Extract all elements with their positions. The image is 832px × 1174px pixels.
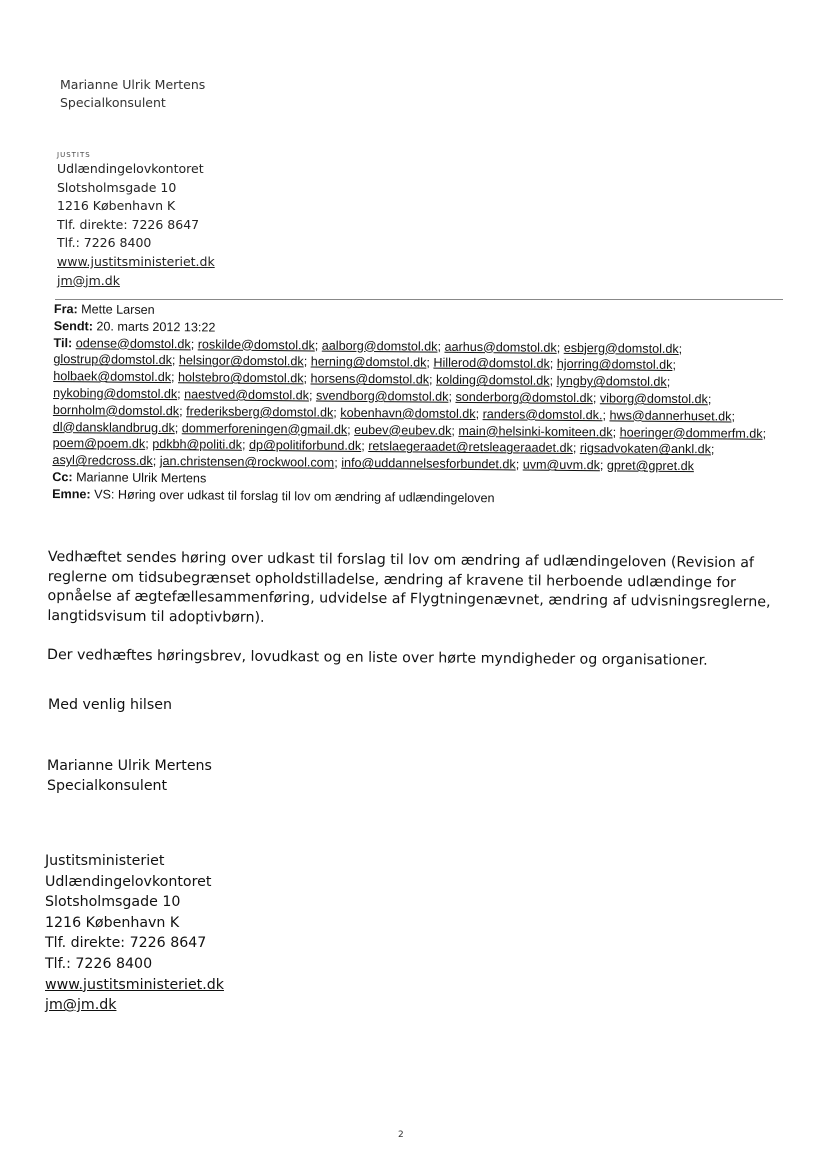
recipient-email-link[interactable]: holbaek@domstol.dk xyxy=(53,369,172,385)
recipient-email-link[interactable]: asyl@redcross.dk xyxy=(52,453,153,469)
recipient-email-link[interactable]: hjorring@domstol.dk xyxy=(556,357,673,373)
to-recipients: odense@domstol.dk; roskilde@domstol.dk; aalborg@domstol.dk; aarhus@domstol.dk; esbjerg@domstol.dk; glostrup@domstol.dk; helsingor@domstol.dk; herning@domstol.dk; Hillerod@domstol.dk; hjorring@domstol.dk; holbaek@domstol.dk; holstebro@domstol.dk; horsens@domstol.dk; kolding@domstol.dk; lyngby@domstol.dk; nykobing@domstol.dk; naestved@domstol.dk; svendborg@domstol.dk; sonderborg@domstol.dk; viborg@domstol.dk; bornholm@domstol.dk; frederiksberg@domstol.dk; kobenhavn@domstol.dk; randers@domstol.dk.; hws@dannerhuset.dk; dl@dansklandbrug.dk; dommerforeningen@gmail.dk; eubev@eubev.dk; main@helsinki-komiteen.dk; hoeringer@dommerfm.dk; poem@poem.dk; pdkbh@politi.dk; dp@politiforbund.dk; retslaegeraadet@retsleageraadet.dk; rigsadvokaten@ankl.dk; asyl@redcross.dk; jan.christensen@rockwool.com; info@uddannelsesforbundet.dk; uvm@uvm.dk; gpret@gpret.dk xyxy=(52,335,767,474)
bottom-signature-name: Marianne Ulrik Mertens xyxy=(47,758,212,774)
recipient-email-link[interactable]: frederiksberg@domstol.dk xyxy=(186,404,334,420)
recipient-email-link[interactable]: glostrup@domstol.dk xyxy=(53,352,173,368)
sent-label: Sendt: xyxy=(53,318,94,334)
bottom-signature-title: Specialkonsulent xyxy=(47,777,168,794)
top-address-email-link[interactable]: jm@jm.dk xyxy=(57,272,120,288)
recipient-email-link[interactable]: dp@politiforbund.dk xyxy=(248,438,362,454)
recipient-email-link[interactable]: nykobing@domstol.dk xyxy=(53,385,178,402)
bottom-signature xyxy=(47,757,212,796)
subject-value: VS: Høring over udkast til forslag til lov om ændring af udlændingeloven xyxy=(94,487,495,506)
body-paragraph-2: Der vedhæftes høringsbrev, lovudkast og en liste over hørte myndigheder og organisationer. xyxy=(46,646,708,669)
recipient-email-link[interactable]: horsens@domstol.dk xyxy=(310,371,430,387)
recipient-email-link[interactable]: sonderborg@domstol.dk xyxy=(455,389,593,406)
top-address-phone: Tlf.: 7226 8400 xyxy=(57,235,152,251)
top-address-website-link[interactable]: www.justitsministeriet.dk xyxy=(57,253,215,269)
recipient-email-link[interactable]: bornholm@domstol.dk xyxy=(52,402,180,418)
to-line xyxy=(52,335,793,476)
from-value: Mette Larsen xyxy=(81,302,155,317)
sent-value: 20. marts 2012 13:22 xyxy=(96,319,216,335)
recipient-email-link[interactable]: info@uddannelsesforbundet.dk xyxy=(341,455,516,472)
recipient-email-link[interactable]: hws@dannerhuset.dk xyxy=(609,408,732,424)
cc-label: Cc: xyxy=(52,469,73,485)
recipient-email-link[interactable]: lyngby@domstol.dk xyxy=(556,374,667,390)
recipient-email-link[interactable]: kobenhavn@domstol.dk xyxy=(340,405,476,421)
recipient-email-link[interactable]: Hillerod@domstol.dk xyxy=(433,356,550,372)
email-header xyxy=(52,301,794,510)
recipient-email-link[interactable]: rigsadvokaten@ankl.dk xyxy=(579,441,712,457)
recipient-email-link[interactable]: naestved@domstol.dk xyxy=(184,387,310,403)
top-address xyxy=(57,150,215,290)
page-number: 2 xyxy=(398,1130,404,1140)
from-label: Fra: xyxy=(53,301,78,317)
top-signature-name: Marianne Ulrik Mertens xyxy=(60,77,206,92)
recipient-email-link[interactable]: main@helsinki-komiteen.dk xyxy=(458,423,613,439)
bottom-address-website-link[interactable]: www.justitsministeriet.dk xyxy=(45,976,224,993)
top-address-office: Udlændingelovkontoret xyxy=(57,161,204,176)
recipient-email-link[interactable]: roskilde@domstol.dk xyxy=(197,336,315,353)
bottom-address-email-link[interactable]: jm@jm.dk xyxy=(45,997,117,1014)
greeting: Med venlig hilsen xyxy=(48,697,172,713)
bottom-address-street: Slotsholmsgade 10 xyxy=(45,894,181,911)
recipient-email-link[interactable]: esbjerg@domstol.dk xyxy=(563,340,679,356)
top-signature xyxy=(60,76,205,112)
recipient-email-link[interactable]: uvm@uvm.dk xyxy=(522,457,600,473)
recipient-email-link[interactable]: dl@dansklandbrug.dk xyxy=(52,419,175,435)
recipient-email-link[interactable]: herning@domstol.dk xyxy=(310,354,427,370)
bottom-address-office: Udlændingelovkontoret xyxy=(45,873,212,890)
recipient-email-link[interactable]: randers@domstol.dk. xyxy=(482,406,603,423)
recipient-email-link[interactable]: helsingor@domstol.dk xyxy=(178,353,304,369)
top-address-street: Slotsholmsgade 10 xyxy=(57,179,177,195)
recipient-email-link[interactable]: dommerforeningen@gmail.dk xyxy=(181,420,348,437)
header-divider xyxy=(55,299,783,300)
recipient-email-link[interactable]: pdkbh@politi.dk xyxy=(152,437,243,453)
recipient-email-link[interactable]: aarhus@domstol.dk xyxy=(444,339,557,355)
bottom-address-city: 1216 København K xyxy=(45,914,180,931)
top-address-city: 1216 København K xyxy=(57,198,176,214)
top-signature-title: Specialkonsulent xyxy=(60,95,166,110)
recipient-email-link[interactable]: gpret@gpret.dk xyxy=(606,458,694,474)
cc-value: Marianne Ulrik Mertens xyxy=(76,470,207,486)
recipient-email-link[interactable]: holstebro@domstol.dk xyxy=(178,370,304,386)
recipient-email-link[interactable]: retslaegeraadet@retsleageraadet.dk xyxy=(368,439,573,456)
recipient-email-link[interactable]: viborg@domstol.dk xyxy=(599,391,708,407)
recipient-email-link[interactable]: poem@poem.dk xyxy=(52,436,146,452)
bottom-address-phone: Tlf.: 7226 8400 xyxy=(45,955,153,972)
bottom-address-ministry: Justitsministeriet xyxy=(45,853,165,869)
recipient-email-link[interactable]: eubev@eubev.dk xyxy=(354,422,452,438)
bottom-address xyxy=(45,851,224,1016)
body-paragraph-1: Vedhæftet sendes høring over udkast til forslag til lov om ændring af udlændingeloven (Revision af reglerne om tidsubegrænset opholdstilladelse, ændring af kravene til herboende udlændinge for opnåelse af ægtefællesammenføring, udvidelse af Flygtningenævnet, ændring af udvisningsreglerne, langtidsvisum til adoptivbørn). xyxy=(47,548,771,626)
recipient-email-link[interactable]: jan.christensen@rockwool.com xyxy=(159,454,335,470)
subject-label: Emne: xyxy=(52,486,91,502)
top-address-phone-direct: Tlf. direkte: 7226 8647 xyxy=(57,216,200,232)
recipient-email-link[interactable]: svendborg@domstol.dk xyxy=(315,388,449,404)
recipient-email-link[interactable]: aalborg@domstol.dk xyxy=(321,338,438,354)
recipient-email-link[interactable]: kolding@domstol.dk xyxy=(435,372,550,388)
to-label: Til: xyxy=(53,335,73,350)
email-body xyxy=(47,548,788,672)
recipient-email-link[interactable]: odense@domstol.dk xyxy=(75,335,191,351)
recipient-email-link[interactable]: hoeringer@dommerfm.dk xyxy=(619,425,763,441)
ministry-logo-text: JUSTITS xyxy=(57,151,91,159)
bottom-address-phone-direct: Tlf. direkte: 7226 8647 xyxy=(45,935,207,952)
